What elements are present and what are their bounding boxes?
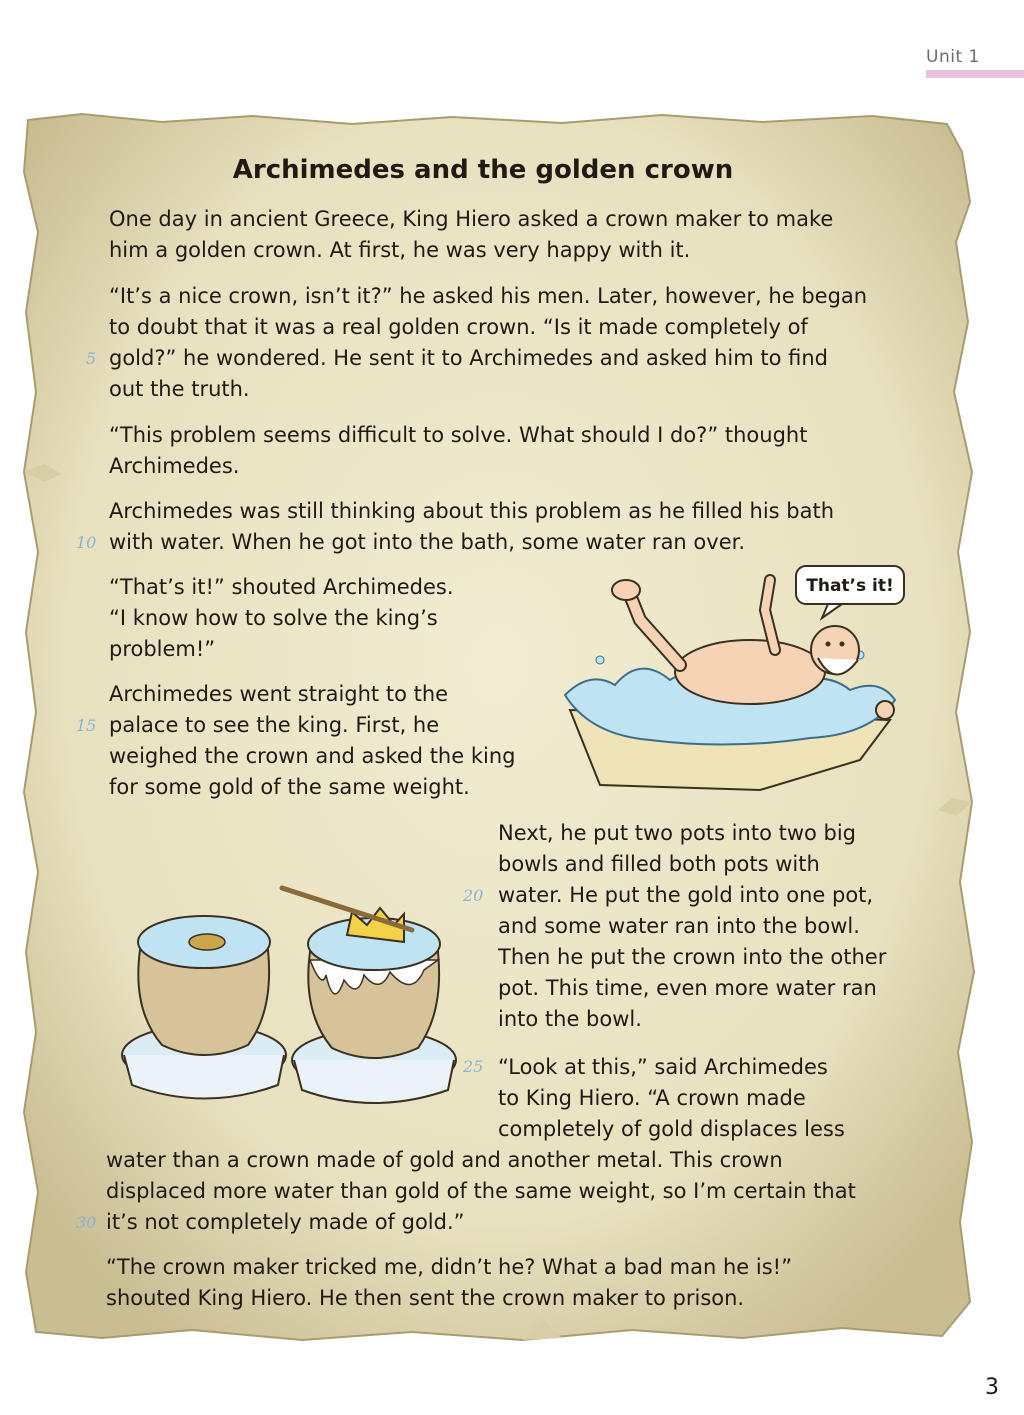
line-number-30: 30 [76, 1213, 97, 1232]
paragraph-9: “The crown maker tricked me, didn’t he? What a bad man he is!” shouted King Hiero. He then sent the crown maker to prison. [106, 1255, 792, 1310]
line-number-10: 10 [76, 533, 97, 552]
speech-bubble-text: That’s it! [806, 576, 894, 596]
line-number-5: 5 [86, 349, 97, 368]
archimedes-bath-illustration [560, 560, 920, 804]
paragraph-7: Next, he put two pots into two big bowls and filled both pots with water. He put the gold into one pot, and some water ran into the bowl. Then he put the crown into the other pot. This time, even more water ran into the bowl. [498, 821, 887, 1031]
paragraph-2: “It’s a nice crown, isn’t it?” he asked his men. Later, however, he began to doubt that it was a real golden crown. “Is it made completely of gold?” he wondered. He sent it to Archimedes and asked him to find out the truth. [109, 284, 868, 401]
paragraph-1: One day in ancient Greece, King Hiero asked a crown maker to make him a golden crown. At first, he was very happy with it. [109, 207, 834, 262]
paragraph-5: “That’s it!” shouted Archimedes. “I know how to solve the king’s problem!” [109, 575, 454, 661]
line-number-25: 25 [463, 1057, 484, 1076]
page-number: 3 [985, 1375, 999, 1400]
paragraph-3: “This problem seems difficult to solve. What should I do?” thought Archimedes. [109, 423, 808, 478]
line-number-20: 20 [463, 886, 484, 905]
unit-label: Unit 1 [926, 47, 980, 67]
paragraph-4: Archimedes was still thinking about this problem as he filled his bath with water. When he got into the bath, some water ran over. [109, 499, 835, 554]
line-number-15: 15 [76, 716, 97, 735]
pots-and-bowls-illustration [112, 880, 472, 1114]
paragraph-8-bottom: water than a crown made of gold and another metal. This crown displaced more water than gold of the same weight, so I’m certain that it’s not completely made of gold.” [106, 1148, 856, 1234]
paragraph-8-top: “Look at this,” said Archimedes to King Hiero. “A crown made completely of gold displaces less [498, 1055, 845, 1141]
paragraph-6: Archimedes went straight to the palace to see the king. First, he weighed the crown and asked the king for some gold of the same weight. [109, 682, 516, 799]
unit-accent-bar [926, 70, 1024, 78]
story-title: Archimedes and the golden crown [232, 155, 734, 185]
